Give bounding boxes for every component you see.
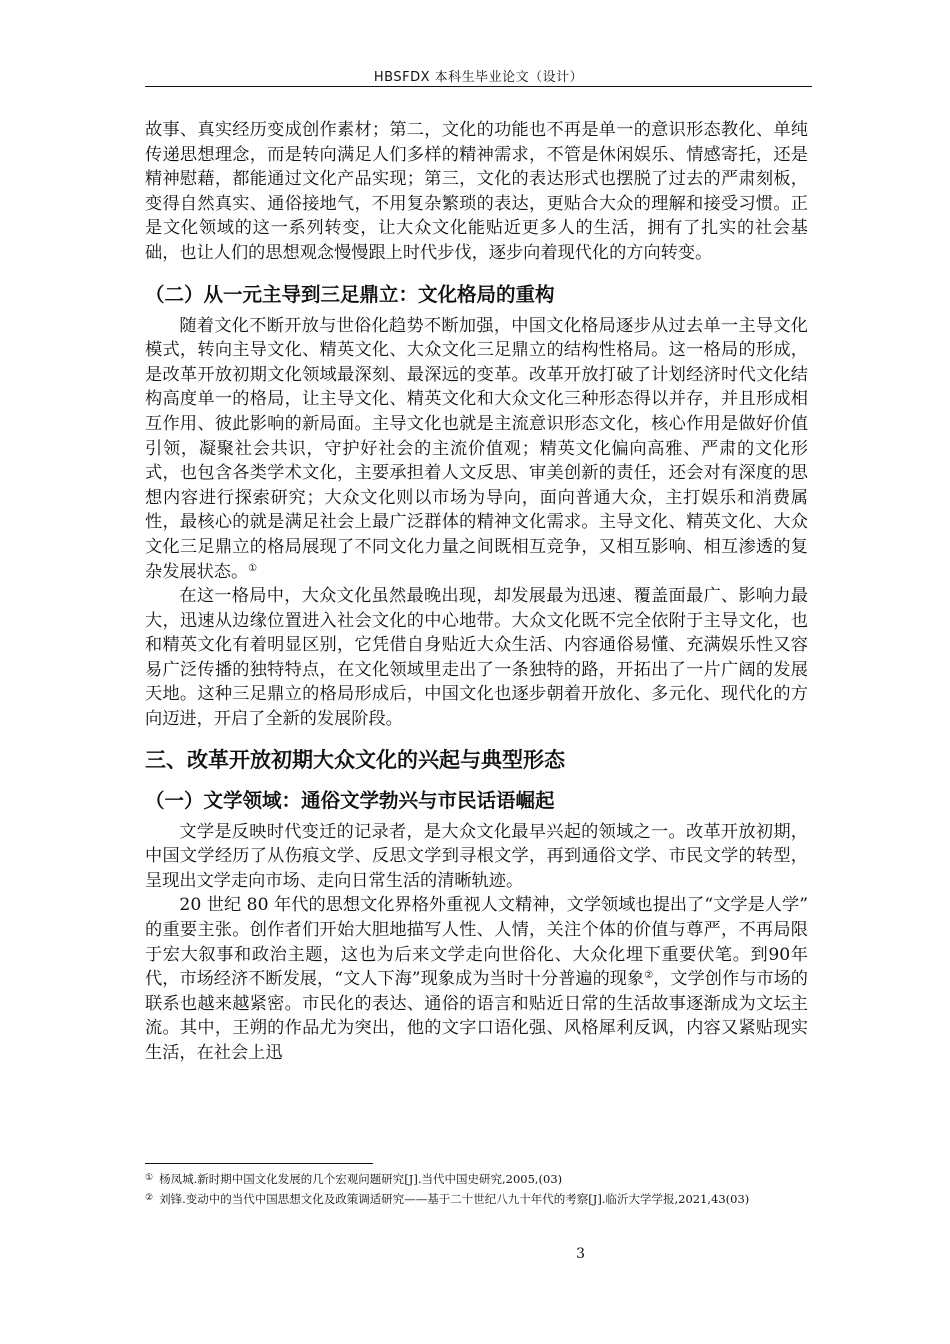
footnotes bbox=[145, 1170, 808, 1209]
footnote-mark-1: ① bbox=[145, 1173, 154, 1183]
footnote-mark-2: ② bbox=[145, 1192, 154, 1203]
section-heading-3: 三、改革开放初期大众文化的兴起与典型形态 bbox=[145, 747, 565, 772]
paragraph-text-a: 20 世纪 80 年代的思想文化界格外重视人文精神，文学领域也提出了“文学是人学” 的重要主张。创作者们开始大胆地描写人性、人情，关注个体的价值与尊严，不再局限于宏大叙事和政治主题，这也为后来文学走向世俗化、大众化埋下重要伏笔。到90年代，市场经济不断发展，“文人下海”现象成为当时十分普遍的现象 bbox=[145, 895, 808, 990]
running-header: HBSFDX 本科生毕业论文（设计） bbox=[373, 70, 584, 85]
section-heading-2-2: （二）从一元主导到三足鼎立：文化格局的重构 bbox=[145, 282, 555, 306]
footnote-text-2: 刘锋.变动中的当代中国思想文化及政策调适研究——基于二十世纪八九十年代的考察[J].临沂大学学报,2021,43(03) bbox=[159, 1191, 750, 1206]
paragraph-cultural-pattern bbox=[145, 314, 808, 585]
footnote-rule bbox=[145, 1163, 373, 1164]
section-heading-3-1: （一）文学领域：通俗文学勃兴与市民话语崛起 bbox=[145, 788, 555, 812]
paragraph-text: 随着文化不断开放与世俗化趋势不断加强，中国文化格局逐步从过去单一主导文化模式，转向主导文化、精英文化、大众文化三足鼎立的结构性格局。这一格局的形成，是改革开放初期文化领域最深刻、最深远的变革。改革开放打破了计划经济时代文化结构高度单一的格局，让主导文化、精英文化和大众文化三种形态得以并存，并且形成相互作用、彼此影响的新局面。主导文化也就是主流意识形态文化，核心作用是做好价值引领，凝聚社会共识，守护好社会的主流价值观；精英文化偏向高雅、严肃的文化形式，也包含各类学术文化，主要承担着人文反思、审美创新的责任，还会对有深度的思想内容进行探索研究；大众文化则以市场为导向，面向普通大众，主打娱乐和消费属性，最核心的就是满足社会上最广泛群体的精神文化需求。主导文化、精英文化、大众文化三足鼎立的格局展现了不同文化力量之间既相互竞争，又相互影响、相互渗透的复杂发展状态。 bbox=[145, 315, 808, 582]
footnote-ref-2[interactable]: ② bbox=[644, 970, 654, 982]
paragraph-literature-80s-90s bbox=[145, 893, 808, 1065]
footnote-text-1: 杨凤城.新时期中国文化发展的几个宏观问题研究[J].当代中国史研究,2005,(03) bbox=[159, 1172, 563, 1186]
page-number: 3 bbox=[576, 1246, 585, 1262]
footnote-1 bbox=[145, 1170, 808, 1188]
paragraph-text-b: ，文学创作与市场的联系也越来越紧密。市民化的表达、通俗的语言和贴近日常的生活故事逐渐成为文坛主流。其中，王朔的作品尤为突出，他的文字口语化强、风格犀利反讽，内容又紧贴现实生活，在社会上迅 bbox=[145, 969, 808, 1063]
paragraph-literature-intro: 文学是反映时代变迁的记录者，是大众文化最早兴起的领域之一。改革开放初期，中国文学经历了从伤痕文学、反思文学到寻根文学，再到通俗文学、市民文学的转型，呈现出文学走向市场、走向日常生活的清晰轨迹。 bbox=[145, 821, 808, 891]
footnote-2 bbox=[145, 1190, 808, 1208]
paragraph-mass-culture-position: 在这一格局中，大众文化虽然最晚出现，却发展最为迅速、覆盖面最广、影响力最大，迅速从边缘位置进入社会文化的中心地带。大众文化既不完全依附于主导文化，也和精英文化有着明显区别，它凭借自身贴近大众生活、内容通俗易懂、充满娱乐性又容易广泛传播的独特特点，在文化领域里走出了一条独特的路，开拓出了一片广阔的发展天地。这种三足鼎立的格局形成后，中国文化也逐步朝着开放化、多元化、现代化的方向迈进，开启了全新的发展阶段。 bbox=[145, 586, 808, 730]
body-text bbox=[145, 118, 808, 1066]
paragraph-continued: 故事、真实经历变成创作素材；第二，文化的功能也不再是单一的意识形态教化、单纯传递思想理念，而是转向满足人们多样的精神需求，不管是休闲娱乐、情感寄托，还是精神慰藉，都能通过文化产品实现；第三，文化的表达形式也摆脱了过去的严肃刻板，变得自然真实、通俗接地气，不用复杂繁琐的表达，更贴合大众的理解和接受习惯。正是文化领域的这一系列转变，让大众文化能贴近更多人的生活，拥有了扎实的社会基础，也让人们的思想观念慢慢跟上时代步伐，逐步向着现代化的方向转变。 bbox=[145, 120, 808, 263]
footnote-ref-1[interactable]: ① bbox=[248, 562, 258, 574]
header-rule bbox=[145, 86, 812, 87]
